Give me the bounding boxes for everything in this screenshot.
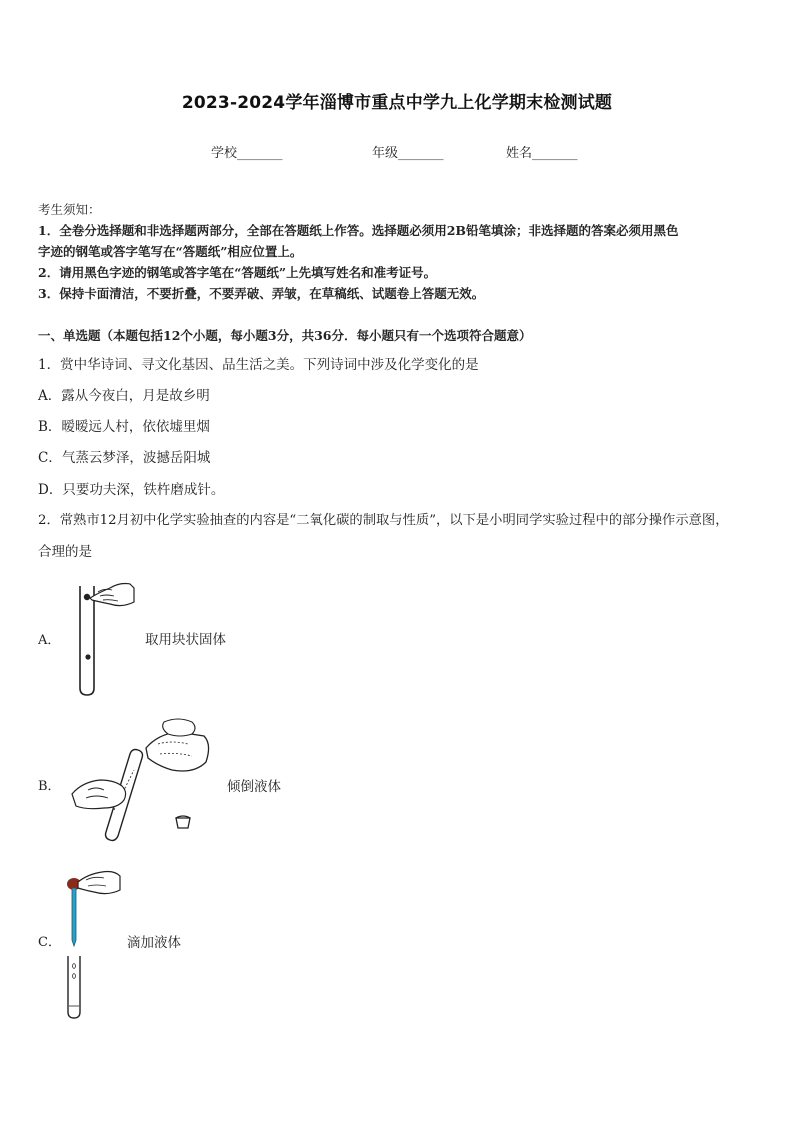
pour-liquid-icon [68,714,218,844]
notice-item-1-cont: 字迹的钢笔或答字笔写在“答题纸”相应位置上。 [38,244,303,259]
school-field: 学校_______ [211,146,283,161]
question-1-stem: 1．赏中华诗词、寻文化基因、品生活之美。下列诗词中涉及化学变化的是 [38,357,479,373]
question-1-option-a: A．露从今夜白，月是故乡明 [38,388,210,404]
question-2-option-b-letter: B． [38,779,61,794]
question-2-option-a-letter: A． [38,633,61,648]
notice-heading: 考生须知： [38,202,101,217]
question-2-option-b-caption: 倾倒液体 [227,779,281,795]
question-2-option-c-letter: C． [38,935,61,950]
notice-item-1: 1．全卷分选择题和非选择题两部分，全部在答题纸上作答。选择题必须用2B铅笔填涂；非选择题的答案必须用黑色 [38,223,679,238]
page-title: 2023-2024学年淄博市重点中学九上化学期末检测试题 [181,93,613,113]
question-2-stem: 2．常熟市12月初中化学实验抽查的内容是“二氧化碳的制取与性质”，以下是小明同学实验过程中的部分操作示意图， [38,513,729,528]
question-2-stem-cont: 合理的是 [38,544,92,560]
notice-item-2: 2．请用黑色字迹的钢笔或答字笔在“答题纸”上先填写姓名和准考证号。 [38,265,437,280]
question-1-option-c: C．气蒸云梦泽，波撼岳阳城 [38,450,211,466]
question-2-option-c-caption: 滴加液体 [127,935,181,951]
question-1-option-d: D．只要功夫深，铁杵磨成针。 [38,482,225,498]
name-field: 姓名_______ [506,146,578,161]
notice-item-3: 3．保持卡面清洁，不要折叠，不要弄破、弄皱，在草稿纸、试题卷上答题无效。 [38,286,485,301]
dropper-icon [60,868,126,1020]
grade-field: 年级_______ [372,146,444,161]
test-tube-solid-icon [70,578,140,698]
section-heading: 一、单选题（本题包括12个小题，每小题3分，共36分．每小题只有一个选项符合题意） [38,328,532,343]
question-1-option-b: B．暧暧远人村，依依墟里烟 [38,419,210,435]
question-2-option-a-caption: 取用块状固体 [145,632,226,648]
